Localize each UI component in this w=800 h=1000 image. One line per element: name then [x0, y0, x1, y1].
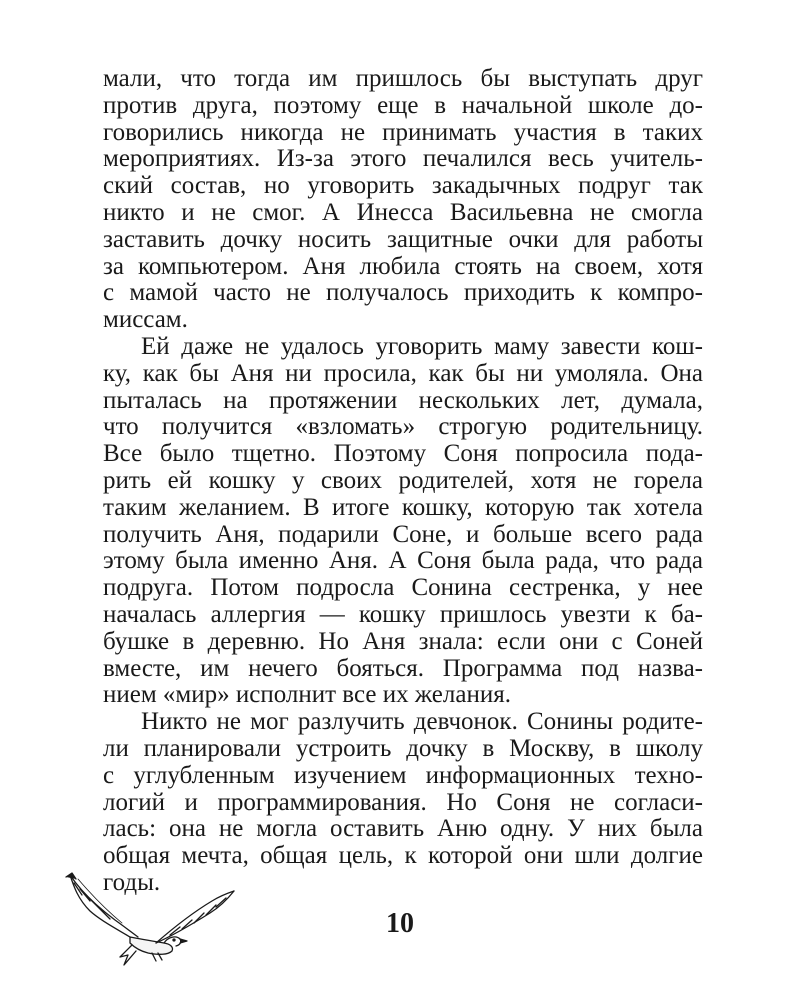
text-line: говорились никогда не принимать участия в таких [103, 118, 703, 146]
text-line: никто и не смог. А Инесса Васильевна не смогла [103, 198, 703, 226]
text-line: Ей даже не удалось уговорить маму завести кош- [141, 332, 703, 360]
text-line: что получится «взломать» строгую родительницу. [103, 413, 703, 441]
text-line: миссам. [103, 306, 188, 334]
text-line: вместе, им нечего бояться. Программа под назва- [103, 654, 703, 682]
text-line: рить ей кошку у своих родителей, хотя не горела [103, 466, 703, 494]
text-line: против друга, поэтому еще в начальной школе до- [103, 91, 703, 119]
text-line: мали, что тогда им пришлось бы выступать друг [103, 65, 703, 92]
text-line: годы. [103, 868, 161, 896]
page-number: 10 [386, 908, 414, 939]
text-line: ку, как бы Аня ни просила, как бы ни умоляла. Она [103, 359, 703, 387]
text-line: Все было тщетно. Поэтому Соня попросила пода- [103, 440, 703, 468]
text-line: пыталась на протяжении нескольких лет, думала, [103, 386, 703, 414]
text-line: общая мечта, общая цель, к которой они шли долгие [103, 842, 703, 870]
text-line: началась аллергия — кошку пришлось увезти к ба- [103, 600, 703, 628]
text-line: за компьютером. Аня любила стоять на своем, хотя [103, 252, 703, 280]
text-line: с мамой часто не получалось приходить к компро- [103, 279, 703, 307]
text-line: мероприятиях. Из-за этого печалился весь учитель- [103, 145, 703, 173]
text-line: получить Аня, подарили Соне, и больше всего рада [103, 520, 703, 548]
text-line: бушке в деревню. Но Аня знала: если они с Соней [103, 627, 703, 655]
text-line: лась: она не могла оставить Аню одну. У них была [103, 815, 703, 843]
body-text [103, 66, 703, 897]
text-line: заставить дочку носить защитные очки для работы [103, 225, 703, 253]
text-line: нием «мир» исполнит все их желания. [103, 681, 511, 709]
text-line: Никто не мог разлучить девчонок. Сонины родите- [141, 708, 703, 736]
text-line: с углубленным изучением информационных техно- [103, 761, 703, 789]
text-line: этому была именно Аня. А Соня была рада, что рада [103, 547, 703, 575]
text-line: таким желанием. В итоге кошку, которую так хотела [103, 493, 703, 521]
text-line: ский состав, но уговорить закадычных подруг так [103, 172, 703, 200]
text-line: ли планировали устроить дочку в Москву, в школу [103, 734, 703, 762]
text-line: подруга. Потом подросла Сонина сестренка, у нее [103, 574, 703, 602]
text-line: логий и программирования. Но Соня не согласи- [103, 788, 703, 816]
seagull-icon [60, 865, 240, 970]
